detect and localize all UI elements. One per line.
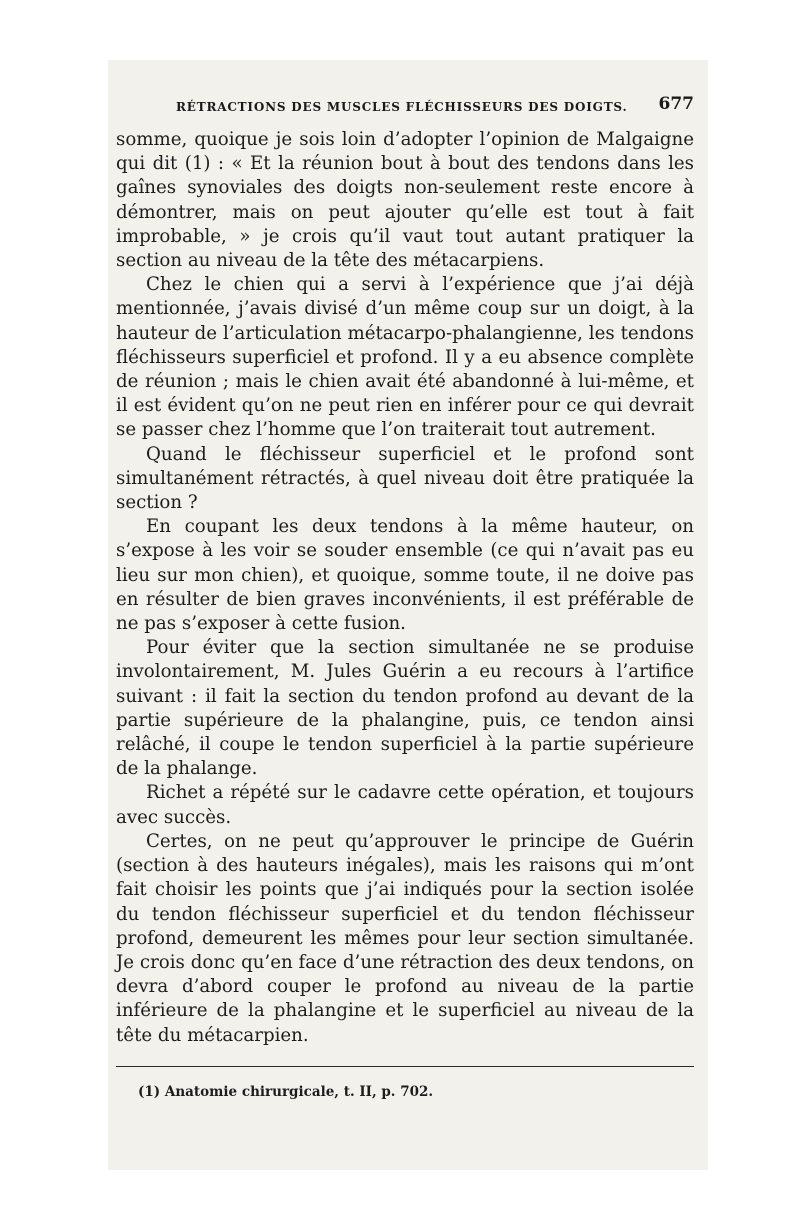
body-text (116, 128, 694, 1048)
page-number: 677 (658, 94, 694, 114)
running-head (176, 94, 694, 120)
paragraph: Quand le fléchisseur superficiel et le profond sont simultanément rétractés, à quel niveau doit être pratiquée la section ? (116, 443, 694, 514)
paragraph: Chez le chien qui a servi à l’expérience que j’ai déjà mentionnée, j’avais divisé d’un même coup sur un doigt, à la hauteur de l’articulation métacarpo-phalangienne, les tendons fléchisseurs superficiel et profond. Il y a eu absence complète de réunion ; mais le chien avait été abandonné à lui-même, et il est évident qu’on ne peut rien en inférer pour ce qui devrait se passer chez l’homme que l’on traiterait tout autrement. (116, 274, 694, 441)
paragraph: En coupant les deux tendons à la même hauteur, on s’expose à les voir se souder ensemble (ce qui n’avait pas eu lieu sur mon chien), et quoique, somme toute, il ne doive pas en résulter de bien graves inconvénients, il est préférable de ne pas s’exposer à cette fusion. (116, 516, 694, 635)
paragraph-continuation: somme, quoique je sois loin d’adopter l’opinion de Malgaigne qui dit (1) : « Et la réunion bout à bout des tendons dans les gaînes synoviales des doigts non-seulement reste encore à démontrer, mais on peut ajouter qu’elle est tout à fait improbable, » je crois qu’il vaut tout autant pratiquer la section au niveau de la tête des métacarpiens. (116, 129, 694, 272)
paragraph: Certes, on ne peut qu’approuver le principe de Guérin (section à des hauteurs inégales), mais les raisons qui m’ont fait choisir les points que j’ai indiqués pour la section isolée du tendon fléchisseur superficiel et du tendon fléchisseur profond, demeurent les mêmes pour leur section simultanée. Je crois donc qu’en face d’une rétraction des deux tendons, on devra d’abord couper le profond au niveau de la partie inférieure de la phalangine et le superficiel au niveau de la tête du métacarpien. (116, 830, 694, 1046)
running-title: RÉTRACTIONS DES MUSCLES FLÉCHISSEURS DES DOIGTS. (176, 100, 628, 114)
book-page (108, 60, 708, 1170)
footnote: (1) Anatomie chirurgicale, t. II, p. 702. (138, 1084, 434, 1100)
footnote-rule (116, 1066, 694, 1067)
paragraph: Pour éviter que la section simultanée ne se produise involontairement, M. Jules Guérin a eu recours à l’artifice suivant : il fait la section du tendon profond au devant de la partie supérieure de la phalangine, puis, ce tendon ainsi relâché, il coupe le tendon superficiel à la partie supérieure de la phalange. (116, 637, 694, 780)
paragraph: Richet a répété sur le cadavre cette opération, et toujours avec succès. (116, 782, 694, 828)
